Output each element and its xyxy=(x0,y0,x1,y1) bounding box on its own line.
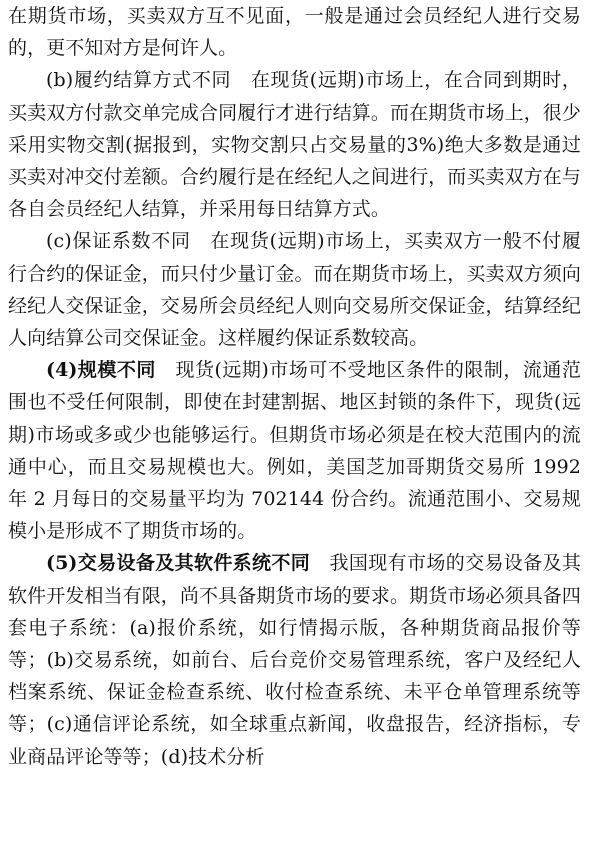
paragraph-equipment xyxy=(8,547,581,772)
heading-settlement: (b)履约结算方式不同 xyxy=(46,69,232,92)
paragraph-settlement-text: 在现货(远期)市场上，在合同到期时，买卖双方付款交单完成合同履行才进行结算。而在期货市场上，很少采用实物交割(据报到，实物交割只占交易量的3%)绝大多数是通过买卖对冲交付差额。合约履行是在经纪人之间进行，而买卖双方在与各自会员经纪人结算，并采用每日结算方式。 xyxy=(8,69,582,221)
paragraph-margin xyxy=(8,225,581,354)
paragraph-settlement xyxy=(8,64,581,225)
heading-scale: (4)规模不同 xyxy=(46,359,156,382)
document-page xyxy=(8,0,581,773)
paragraph-margin-text: 在现货(远期)市场上，买卖双方一般不付履行合约的保证金，而只付少量订金。而在期货市场上，买卖双方须向经纪人交保证金，交易所会员经纪人则向交易所交保证金，结算经纪人向结算公司交保证金。这样履约保证系数较高。 xyxy=(8,230,582,350)
paragraph-intro xyxy=(8,0,581,64)
heading-equipment: (5)交易设备及其软件系统不同 xyxy=(46,552,311,575)
paragraph-intro-text: 在期货市场，买卖双方互不见面，一般是通过会员经纪人进行交易的，更不知对方是何许人。 xyxy=(8,5,581,60)
paragraph-scale xyxy=(8,354,581,547)
paragraph-scale-text: 现货(远期)市场可不受地区条件的限制，流通范围也不受任何限制，即使在封建割据、地区封锁的条件下，现货(远期)市场或多或少也能够运行。但期货市场必须是在校大范围内的流通中心，而且交易规模也大。例如，美国芝加哥期货交易所 1992 年 2 月每日的交易量平均为 702144 份合约。流通范围小、交易规模小是形成不了期货市场的。 xyxy=(8,359,581,543)
heading-margin: (c)保证系数不同 xyxy=(46,230,191,253)
paragraph-equipment-text: 我国现有市场的交易设备及其软件开发相当有限，尚不具备期货市场的要求。期货市场必须具备四套电子系统：(a)报价系统，如行情揭示版，各种期货商品报价等等；(b)交易系统，如前台、后台竞价交易管理系统，客户及经纪人档案系统、保证金检查系统、收付检查系统、未平仓单管理系统等等；(c)通信评论系统，如全球重点新闻，收盘报告，经济指标，专业商品评论等等；(d)技术分析 xyxy=(8,552,582,768)
